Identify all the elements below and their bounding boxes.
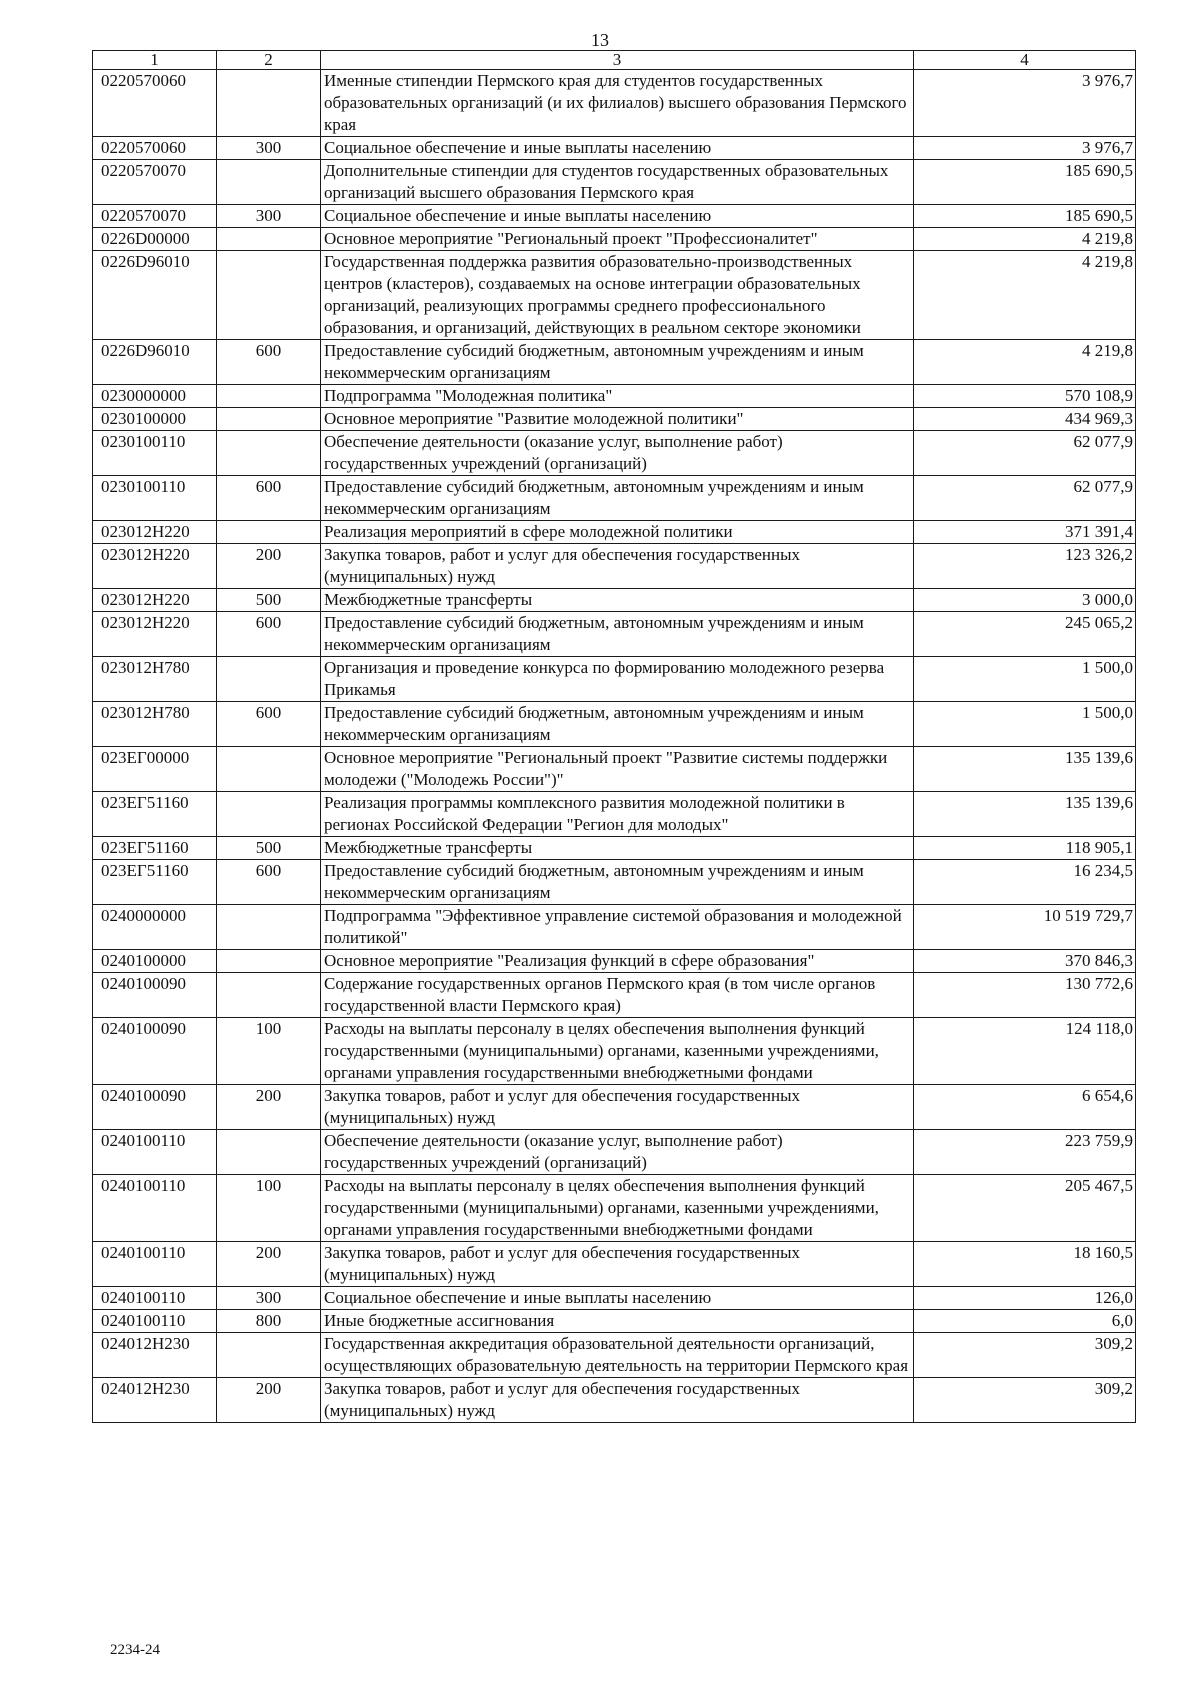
cell-amount: 570 108,9 bbox=[914, 385, 1136, 408]
table-header-row bbox=[93, 51, 1136, 70]
cell-expense-type: 600 bbox=[217, 702, 321, 747]
cell-code: 023012Н220 bbox=[93, 612, 217, 657]
table-row bbox=[93, 1378, 1136, 1423]
cell-amount: 309,2 bbox=[914, 1333, 1136, 1378]
table-row bbox=[93, 792, 1136, 837]
cell-amount: 185 690,5 bbox=[914, 205, 1136, 228]
cell-name: Именные стипендии Пермского края для студентов государственных образовательных организаций (и их филиалов) высшего образования Пермского края bbox=[321, 70, 914, 137]
table-row bbox=[93, 905, 1136, 950]
cell-name: Закупка товаров, работ и услуг для обеспечения государственных (муниципальных) нужд bbox=[321, 544, 914, 589]
cell-code: 0220570060 bbox=[93, 137, 217, 160]
cell-code: 0230100000 bbox=[93, 408, 217, 431]
table-body bbox=[93, 70, 1136, 1423]
cell-code: 0240000000 bbox=[93, 905, 217, 950]
cell-name: Обеспечение деятельности (оказание услуг, выполнение работ) государственных учреждений (организаций) bbox=[321, 431, 914, 476]
cell-expense-type bbox=[217, 385, 321, 408]
table-row bbox=[93, 1310, 1136, 1333]
table-row bbox=[93, 544, 1136, 589]
table-row bbox=[93, 340, 1136, 385]
cell-name: Обеспечение деятельности (оказание услуг, выполнение работ) государственных учреждений (организаций) bbox=[321, 1130, 914, 1175]
cell-code: 023ЕГ51160 bbox=[93, 792, 217, 837]
cell-code: 023ЕГ00000 bbox=[93, 747, 217, 792]
cell-code: 0240100110 bbox=[93, 1310, 217, 1333]
cell-name: Подпрограмма "Эффективное управление системой образования и молодежной политикой" bbox=[321, 905, 914, 950]
cell-code: 023012Н220 bbox=[93, 589, 217, 612]
cell-name: Основное мероприятие "Региональный проект "Профессионалитет" bbox=[321, 228, 914, 251]
cell-amount: 126,0 bbox=[914, 1287, 1136, 1310]
cell-amount: 124 118,0 bbox=[914, 1018, 1136, 1085]
cell-amount: 371 391,4 bbox=[914, 521, 1136, 544]
cell-name: Закупка товаров, работ и услуг для обеспечения государственных (муниципальных) нужд bbox=[321, 1378, 914, 1423]
budget-table bbox=[92, 50, 1136, 1423]
cell-name: Предоставление субсидий бюджетным, автономным учреждениям и иным некоммерческим организациям bbox=[321, 476, 914, 521]
document-code: 2234-24 bbox=[110, 1642, 160, 1658]
cell-expense-type: 500 bbox=[217, 589, 321, 612]
table-row bbox=[93, 1287, 1136, 1310]
cell-name: Предоставление субсидий бюджетным, автономным учреждениям и иным некоммерческим организациям bbox=[321, 702, 914, 747]
cell-code: 023ЕГ51160 bbox=[93, 837, 217, 860]
cell-name: Социальное обеспечение и иные выплаты населению bbox=[321, 205, 914, 228]
table-row bbox=[93, 1085, 1136, 1130]
cell-code: 0226D96010 bbox=[93, 251, 217, 340]
cell-code: 0220570060 bbox=[93, 70, 217, 137]
cell-amount: 118 905,1 bbox=[914, 837, 1136, 860]
cell-expense-type bbox=[217, 905, 321, 950]
cell-name: Расходы на выплаты персоналу в целях обеспечения выполнения функций государственными (муниципальными) органами, казенными учреждениями, органами управления государственными внебюджетными фондами bbox=[321, 1175, 914, 1242]
cell-code: 0240100110 bbox=[93, 1130, 217, 1175]
cell-expense-type bbox=[217, 950, 321, 973]
cell-name: Основное мероприятие "Реализация функций в сфере образования" bbox=[321, 950, 914, 973]
cell-expense-type bbox=[217, 521, 321, 544]
cell-code: 024012Н230 bbox=[93, 1378, 217, 1423]
cell-expense-type bbox=[217, 1333, 321, 1378]
cell-amount: 185 690,5 bbox=[914, 160, 1136, 205]
cell-code: 0230000000 bbox=[93, 385, 217, 408]
table-row bbox=[93, 205, 1136, 228]
cell-expense-type: 200 bbox=[217, 1085, 321, 1130]
table-row bbox=[93, 657, 1136, 702]
cell-expense-type: 500 bbox=[217, 837, 321, 860]
table-row bbox=[93, 476, 1136, 521]
table-row bbox=[93, 137, 1136, 160]
cell-amount: 123 326,2 bbox=[914, 544, 1136, 589]
cell-expense-type bbox=[217, 431, 321, 476]
cell-expense-type: 100 bbox=[217, 1175, 321, 1242]
cell-amount: 62 077,9 bbox=[914, 431, 1136, 476]
cell-expense-type: 600 bbox=[217, 612, 321, 657]
table-row bbox=[93, 1333, 1136, 1378]
cell-name: Государственная аккредитация образовательной деятельности организаций, осуществляющих образовательную деятельность на территории Пермского края bbox=[321, 1333, 914, 1378]
cell-amount: 16 234,5 bbox=[914, 860, 1136, 905]
cell-code: 024012Н230 bbox=[93, 1333, 217, 1378]
column-header-4: 4 bbox=[914, 51, 1136, 70]
cell-amount: 135 139,6 bbox=[914, 747, 1136, 792]
cell-code: 0230100110 bbox=[93, 476, 217, 521]
cell-amount: 130 772,6 bbox=[914, 973, 1136, 1018]
cell-code: 0240100090 bbox=[93, 1085, 217, 1130]
cell-code: 0240100090 bbox=[93, 973, 217, 1018]
table-row bbox=[93, 747, 1136, 792]
cell-name: Социальное обеспечение и иные выплаты населению bbox=[321, 1287, 914, 1310]
cell-expense-type: 600 bbox=[217, 476, 321, 521]
table-row bbox=[93, 408, 1136, 431]
table-row bbox=[93, 228, 1136, 251]
cell-name: Межбюджетные трансферты bbox=[321, 589, 914, 612]
cell-code: 023012Н220 bbox=[93, 544, 217, 589]
cell-amount: 3 976,7 bbox=[914, 137, 1136, 160]
cell-name: Иные бюджетные ассигнования bbox=[321, 1310, 914, 1333]
cell-amount: 309,2 bbox=[914, 1378, 1136, 1423]
cell-code: 0240100110 bbox=[93, 1287, 217, 1310]
cell-expense-type: 600 bbox=[217, 860, 321, 905]
table-row bbox=[93, 385, 1136, 408]
page-number: 13 bbox=[591, 30, 609, 50]
cell-expense-type: 200 bbox=[217, 1378, 321, 1423]
table-row bbox=[93, 251, 1136, 340]
cell-expense-type bbox=[217, 70, 321, 137]
cell-code: 0220570070 bbox=[93, 205, 217, 228]
cell-amount: 1 500,0 bbox=[914, 657, 1136, 702]
cell-name: Организация и проведение конкурса по формированию молодежного резерва Прикамья bbox=[321, 657, 914, 702]
cell-code: 0226D00000 bbox=[93, 228, 217, 251]
cell-code: 0240100090 bbox=[93, 1018, 217, 1085]
cell-name: Основное мероприятие "Развитие молодежной политики" bbox=[321, 408, 914, 431]
column-header-2: 2 bbox=[217, 51, 321, 70]
cell-code: 0240100110 bbox=[93, 1242, 217, 1287]
cell-amount: 4 219,8 bbox=[914, 228, 1136, 251]
cell-expense-type: 100 bbox=[217, 1018, 321, 1085]
cell-name: Основное мероприятие "Региональный проект "Развитие системы поддержки молодежи ("Молодежь России")" bbox=[321, 747, 914, 792]
cell-name: Предоставление субсидий бюджетным, автономным учреждениям и иным некоммерческим организациям bbox=[321, 612, 914, 657]
cell-code: 0240100110 bbox=[93, 1175, 217, 1242]
cell-amount: 18 160,5 bbox=[914, 1242, 1136, 1287]
table-row bbox=[93, 973, 1136, 1018]
cell-expense-type bbox=[217, 251, 321, 340]
cell-amount: 4 219,8 bbox=[914, 251, 1136, 340]
cell-expense-type bbox=[217, 228, 321, 251]
table-row bbox=[93, 1130, 1136, 1175]
table-row bbox=[93, 431, 1136, 476]
cell-name: Реализация программы комплексного развития молодежной политики в регионах Российской Федерации "Регион для молодых" bbox=[321, 792, 914, 837]
cell-name: Предоставление субсидий бюджетным, автономным учреждениям и иным некоммерческим организациям bbox=[321, 340, 914, 385]
cell-amount: 62 077,9 bbox=[914, 476, 1136, 521]
table-row bbox=[93, 950, 1136, 973]
cell-code: 023ЕГ51160 bbox=[93, 860, 217, 905]
table-row bbox=[93, 612, 1136, 657]
cell-expense-type bbox=[217, 747, 321, 792]
cell-name: Межбюджетные трансферты bbox=[321, 837, 914, 860]
cell-name: Закупка товаров, работ и услуг для обеспечения государственных (муниципальных) нужд bbox=[321, 1085, 914, 1130]
cell-expense-type: 300 bbox=[217, 205, 321, 228]
cell-name: Содержание государственных органов Пермского края (в том числе органов государственной власти Пермского края) bbox=[321, 973, 914, 1018]
cell-name: Расходы на выплаты персоналу в целях обеспечения выполнения функций государственными (муниципальными) органами, казенными учреждениями, органами управления государственными внебюджетными фондами bbox=[321, 1018, 914, 1085]
cell-expense-type: 200 bbox=[217, 1242, 321, 1287]
cell-expense-type bbox=[217, 657, 321, 702]
cell-amount: 135 139,6 bbox=[914, 792, 1136, 837]
cell-code: 0220570070 bbox=[93, 160, 217, 205]
cell-name: Предоставление субсидий бюджетным, автономным учреждениям и иным некоммерческим организациям bbox=[321, 860, 914, 905]
cell-name: Социальное обеспечение и иные выплаты населению bbox=[321, 137, 914, 160]
cell-amount: 6 654,6 bbox=[914, 1085, 1136, 1130]
table-row bbox=[93, 160, 1136, 205]
cell-amount: 3 000,0 bbox=[914, 589, 1136, 612]
cell-expense-type bbox=[217, 973, 321, 1018]
cell-code: 0226D96010 bbox=[93, 340, 217, 385]
cell-code: 0230100110 bbox=[93, 431, 217, 476]
cell-amount: 1 500,0 bbox=[914, 702, 1136, 747]
column-header-1: 1 bbox=[93, 51, 217, 70]
cell-name: Государственная поддержка развития образовательно-производственных центров (кластеров), создаваемых на основе интеграции образовательных организаций, реализующих программы среднего профессионального образования, и организаций, действующих в реальном секторе экономики bbox=[321, 251, 914, 340]
cell-amount: 370 846,3 bbox=[914, 950, 1136, 973]
cell-expense-type bbox=[217, 408, 321, 431]
cell-name: Дополнительные стипендии для студентов государственных образовательных организаций высшего образования Пермского края bbox=[321, 160, 914, 205]
cell-amount: 434 969,3 bbox=[914, 408, 1136, 431]
cell-amount: 10 519 729,7 bbox=[914, 905, 1136, 950]
cell-expense-type: 200 bbox=[217, 544, 321, 589]
cell-amount: 245 065,2 bbox=[914, 612, 1136, 657]
cell-amount: 3 976,7 bbox=[914, 70, 1136, 137]
table-row bbox=[93, 70, 1136, 137]
table-row bbox=[93, 860, 1136, 905]
table-row bbox=[93, 521, 1136, 544]
cell-expense-type: 600 bbox=[217, 340, 321, 385]
cell-expense-type bbox=[217, 160, 321, 205]
cell-amount: 205 467,5 bbox=[914, 1175, 1136, 1242]
cell-amount: 223 759,9 bbox=[914, 1130, 1136, 1175]
table-row bbox=[93, 837, 1136, 860]
cell-code: 023012Н220 bbox=[93, 521, 217, 544]
table-row bbox=[93, 589, 1136, 612]
table-row bbox=[93, 702, 1136, 747]
table-row bbox=[93, 1242, 1136, 1287]
cell-expense-type bbox=[217, 1130, 321, 1175]
cell-name: Закупка товаров, работ и услуг для обеспечения государственных (муниципальных) нужд bbox=[321, 1242, 914, 1287]
cell-name: Подпрограмма "Молодежная политика" bbox=[321, 385, 914, 408]
table-row bbox=[93, 1018, 1136, 1085]
cell-amount: 4 219,8 bbox=[914, 340, 1136, 385]
cell-expense-type: 800 bbox=[217, 1310, 321, 1333]
column-header-3: 3 bbox=[321, 51, 914, 70]
cell-expense-type: 300 bbox=[217, 1287, 321, 1310]
cell-name: Реализация мероприятий в сфере молодежной политики bbox=[321, 521, 914, 544]
cell-code: 023012Н780 bbox=[93, 702, 217, 747]
cell-code: 0240100000 bbox=[93, 950, 217, 973]
cell-expense-type: 300 bbox=[217, 137, 321, 160]
cell-expense-type bbox=[217, 792, 321, 837]
cell-code: 023012Н780 bbox=[93, 657, 217, 702]
table-row bbox=[93, 1175, 1136, 1242]
cell-amount: 6,0 bbox=[914, 1310, 1136, 1333]
